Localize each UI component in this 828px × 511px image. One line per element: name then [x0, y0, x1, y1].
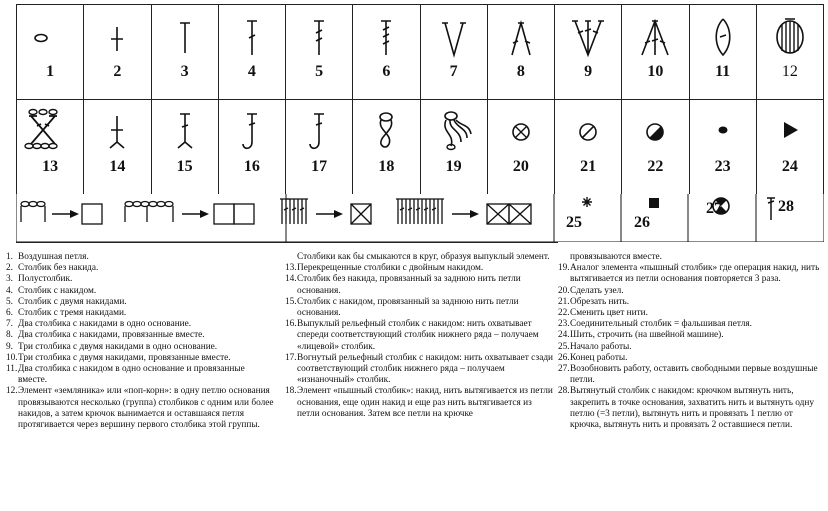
legend-item: 21. Обрезать нить. [558, 296, 630, 307]
legend-item: 19. Аналог элемента «пышный столбик» где операция накид, нить вытягивается из петли основания повторяется 3 раза. [558, 263, 820, 285]
chain-oval-icon [17, 5, 84, 65]
symbol-number: 3 [180, 63, 189, 80]
symbol-cell-10 [622, 5, 689, 100]
symbol-number: 7 [449, 63, 458, 80]
popcorn-icon [757, 5, 824, 65]
legend-column-2 [285, 252, 555, 420]
two-dc-one-base-icon [421, 5, 488, 65]
symbol-number: 19 [445, 158, 462, 175]
half-double-crochet-icon [152, 5, 219, 65]
dc-front-loop-icon [152, 100, 219, 160]
legend-item: 26. Конец работы. [558, 352, 628, 363]
symbol-number: 4 [247, 63, 256, 80]
legend-item: 12. Элемент «земляника» или «поп-корн»: в одну петлю основания провязываются несколько (группа) столбиков с одним или более накидов, а затем крючок вынимается и оставшаяся петля протягивается через вершину первого столбика этой группы. [6, 386, 274, 431]
treble-crochet-icon [286, 5, 353, 65]
legend-item: 22. Сменить цвет нити. [558, 308, 648, 319]
symbol-number: 6 [382, 63, 391, 80]
legend-item: 5. Столбик с двумя накидами. [6, 296, 127, 307]
symbol-cell-12 [757, 5, 824, 100]
symbol-cell-18 [353, 100, 420, 195]
legend-item: 10. Три столбика с двумя накидами, провязанные вместе. [6, 352, 231, 363]
symbol-cell-19 [421, 100, 488, 195]
symbol-number: 18 [378, 158, 395, 175]
symbol-cell-17 [286, 100, 353, 195]
symbol-cell-2 [84, 5, 151, 100]
symbol-number: 24 [781, 158, 798, 175]
symbol-number: 15 [176, 158, 193, 175]
legend-item: провязываются вместе. [570, 252, 662, 262]
symbol-cell-4 [219, 5, 286, 100]
legend-item: 23. Соединительный столбик = фальшивая петля. [558, 319, 752, 330]
symbol-number: 8 [516, 63, 525, 80]
symbol-cell-3 [152, 5, 219, 100]
back-post-dc-icon [286, 100, 353, 160]
legend-item: 4. Столбик с накидом. [6, 285, 97, 296]
legend-item: 6. Столбик с тремя накидами. [6, 308, 127, 319]
symbol-cell-13 [17, 100, 84, 195]
three-tr-one-base-icon [555, 5, 622, 65]
symbol-number: 1 [46, 63, 55, 80]
slip-stitch-dot-icon [690, 100, 757, 160]
symbol-number-28: 28 [778, 198, 794, 215]
symbol-number: 22 [647, 158, 664, 175]
legend-item: 28. Вытянутый столбик с накидом: крючком вытянуть нить, закрепить в точке основания, захватить нить и вытянуть одну петлю (=3 петли), вытянуть нить и провязать 1 петлю от крючка, вытянуть нить и провязать 2 оставшиеся петли. [558, 386, 815, 431]
symbol-cell-20 [488, 100, 555, 195]
legend-item: 24. Шить, строчить (на швейной машине). [558, 330, 724, 341]
symbol-cell-8 [488, 5, 555, 100]
legend-item: 15. Столбик с накидом, провязанный за заднюю нить петли основания. [285, 296, 519, 319]
symbol-number-27: 27 [706, 200, 722, 217]
symbol-cell-22 [622, 100, 689, 195]
two-dc-one-base-together-icon [690, 5, 757, 65]
change-color-icon [622, 100, 689, 160]
symbol-number: 16 [243, 158, 260, 175]
symbol-number-25: 25 [566, 214, 582, 231]
make-knot-icon [488, 100, 555, 160]
legend-item: 9. Три столбика с двумя накидами в одно основание. [6, 341, 218, 352]
sc-back-loop-icon [84, 100, 151, 160]
symbol-number-26: 26 [634, 214, 650, 231]
end-work-square-icon [649, 198, 659, 208]
symbol-row-2 [16, 100, 824, 195]
legend-item: 2. Столбик без накида. [6, 263, 99, 274]
legend-column-1 [6, 252, 276, 431]
legend-item: 18. Элемент «пышный столбик»: накид, нить вытягивается из петли основания, еще один накид и еще раз нить вытягивается из петли основания. Затем все петли на крючке [285, 386, 553, 419]
symbol-cell-16 [219, 100, 286, 195]
symbol-number: 11 [715, 63, 731, 80]
single-crochet-cross-icon [84, 5, 151, 65]
symbol-cell-7 [421, 5, 488, 100]
symbol-number: 2 [113, 63, 122, 80]
row3-overlay [16, 194, 824, 242]
symbol-number: 20 [512, 158, 529, 175]
legend-item: 3. Полустолбик. [6, 274, 73, 285]
symbol-number: 17 [311, 158, 328, 175]
symbol-number: 21 [580, 158, 597, 175]
legend-item: 17. Вогнутый рельефный столбик с накидом: нить охватывает сзади соответствующий столбик нижнего ряда – получаем «изнаночный» столбик. [285, 352, 554, 386]
legend-item: Столбики как бы смыкаются в круг, образуя выпуклый элемент. [297, 252, 550, 262]
symbol-cell-9 [555, 5, 622, 100]
sew-triangle-icon [757, 100, 824, 160]
symbol-number: 12 [781, 63, 798, 80]
symbol-cell-15 [152, 100, 219, 195]
start-work-asterisk-icon [582, 197, 592, 207]
symbol-cell-21 [555, 100, 622, 195]
symbol-number: 14 [109, 158, 126, 175]
puff-variant-icon [421, 100, 488, 160]
symbol-row-1 [16, 4, 824, 100]
legend-item: 14. Столбик без накида, провязанный за заднюю нить петли основания. [285, 274, 521, 296]
legend-item: 16. Выпуклый рельефный столбик с накидом: нить охватывает спереди соответствующий столбик нижнего ряда – получаем «лицевой» столбик. [285, 319, 539, 352]
three-tr-together-icon [622, 5, 689, 65]
legend-item: 11. Два столбика с накидом в одно основание и провязанные вместе. [6, 364, 245, 386]
symbol-number: 23 [714, 158, 731, 175]
two-dc-together-icon [488, 5, 555, 65]
crossed-stitches-icon [17, 100, 84, 160]
symbol-cell-23 [690, 100, 757, 195]
front-post-dc-icon [219, 100, 286, 160]
double-crochet-icon [219, 5, 286, 65]
legend-column-3 [558, 252, 820, 431]
symbol-number: 5 [315, 63, 324, 80]
symbol-cell-24 [757, 100, 824, 195]
double-treble-crochet-icon [353, 5, 420, 65]
puff-stitch-icon [353, 100, 420, 160]
legend-item: 1. Воздушная петля. [6, 252, 89, 262]
legend-item: 7. Два столбика с накидами в одно основание. [6, 319, 192, 330]
symbol-cell-14 [84, 100, 151, 195]
symbol-number: 10 [647, 63, 664, 80]
symbol-number: 13 [42, 158, 59, 175]
symbol-cell-1 [17, 5, 84, 100]
legend-item: 27. Возобновить работу, оставить свободными первые воздушные петли. [558, 364, 818, 386]
legend-item: 13. Перекрещенные столбики с двойным накидом. [285, 263, 484, 274]
symbol-cell-5 [286, 5, 353, 100]
legend-item: 8. Два столбика с накидами, провязанные вместе. [6, 330, 205, 341]
legend-item: 25. Начало работы. [558, 341, 632, 352]
cut-thread-icon [555, 100, 622, 160]
symbol-number: 9 [584, 63, 593, 80]
legend-item: 20. Сделать узел. [558, 285, 624, 296]
symbol-cell-6 [353, 5, 420, 100]
symbol-cell-11 [690, 5, 757, 100]
